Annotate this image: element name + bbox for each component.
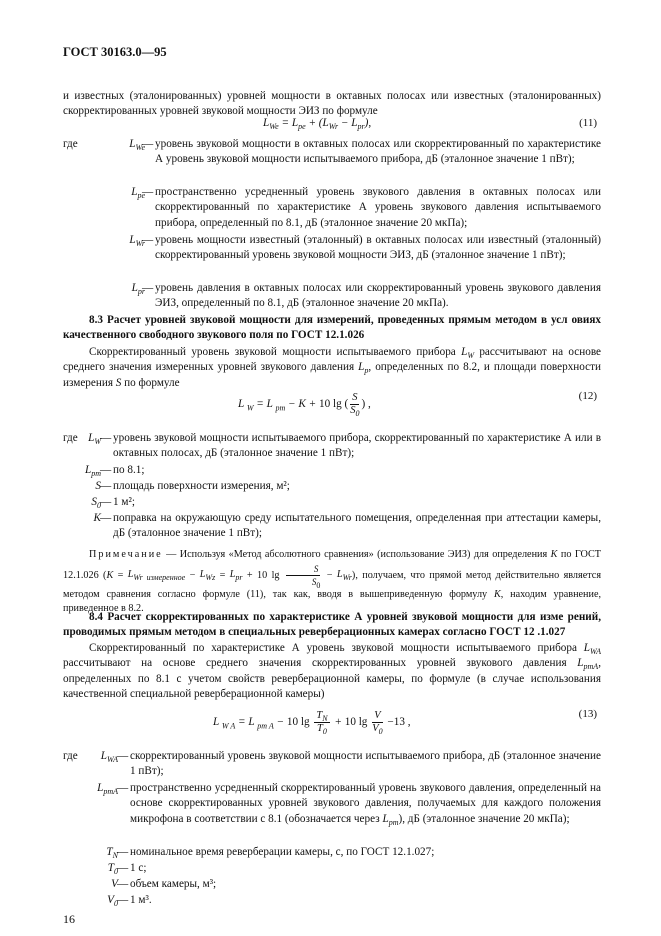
definition-text: — номинальное время реверберации камеры, с, по ГОСТ 12.1.027;: [130, 845, 601, 860]
definition-tn: $T_N$ — номинальное время реверберации камеры, с, по ГОСТ 12.1.027;: [63, 845, 601, 861]
where-word: где: [63, 138, 78, 150]
definition-v0: $V_0$ — 1 м³.: [63, 893, 601, 909]
intro-paragraph: и известных (эталонированных) уровней мощности в октавных полосах или известных (эталонированных) скорректированных уровней звуковой мощности ЭИЗ по формуле: [63, 90, 601, 118]
definition-text: — скорректированный уровень звуковой мощности испытываемого прибора, дБ (эталонное значение 1 пВт);: [130, 749, 601, 780]
definition-text: — поправка на окружающую среду испытательного помещения, определенная при аттестации камеры, дБ (эталонное значение 1 пВт);: [113, 511, 601, 542]
definition-s: S — площадь поверхности измерения, м²;: [63, 479, 601, 495]
section-heading-8-4: 8.4 Расчет скорректированных по характеристике А уровней звуковой мощности для изме рений, проводимых прямым методом в специальных реверберационных камерах согласно ГОСТ 12 .1.027: [63, 611, 601, 639]
definition-text: — по 8.1;: [113, 463, 601, 478]
paragraph-8-4: Скорректированный по характеристике А уровень звуковой мощности испытываемого прибора $L_{WA}$ рассчитывают на основе среднего значения скорректированных уровней звукового давления $L_{pmA}$, определенных по 8.1 с учетом свойств реверберационной камеры, по формуле (в случае использования качественной специальной реверберационной камеры): [63, 642, 601, 701]
definition-lwe: где $L_{We}$ — уровень звуковой мощности в октавных полосах или скорректированный по характеристике А уровень звуковой мощности испытываемого прибора, дБ (эталонное значение 1 пВт);: [63, 137, 601, 183]
definition-text: — 1 м²;: [113, 495, 601, 510]
definition-lwr: $L_{Wr}$ — уровень мощности известный (эталонный) в октавных полосах или известный (эталонный) скорректированный уровень звуковой мощности ЭИЗ, дБ (эталонное значение 1 пВт);: [63, 233, 601, 279]
definition-t0: $T_0$ — 1 с;: [63, 861, 601, 877]
document-header: ГОСТ 30163.0—95: [63, 45, 167, 59]
definition-lpe: $L_{pe}$ — пространственно усредненный уровень звукового давления в октавных полосах или скорректированный по характеристике А уровень звукового давления испытываемого прибора, определенный по 8.1, дБ (эталонное значение 20 мкПа);: [63, 185, 601, 231]
definition-text: — пространственно усредненный скорректированный уровень звукового давления, определенный на основе скорректированных уровней звукового давления, получаемых для каждого положения микрофона в соответствии с 8.1 (обозначается через $L_{pm}$), дБ (эталонное значение 20 мкПа);: [130, 781, 601, 827]
definition-text: — площадь поверхности измерения, м²;: [113, 479, 601, 494]
definition-text: — 1 с;: [130, 861, 601, 876]
definition-lwa: где $L_{WA}$ — скорректированный уровень звуковой мощности испытываемого прибора, дБ (эталонное значение 1 пВт);: [63, 749, 601, 780]
definition-text: — уровень давления в октавных полосах или скорректированный уровень звукового давления ЭИЗ, определенный по 8.1, дБ (эталонное значение 20 мкПа).: [155, 281, 601, 312]
page-number: 16: [63, 912, 75, 926]
formula-12: L $_W$ = L $_{pm}$ − K + 10 lg ( $\frac{S}{S_0}$ ) , (12): [238, 390, 597, 419]
definition-lw: где $L_W$ — уровень звуковой мощности испытываемого прибора, скорректированный по характеристике А или в октавных полосах, дБ (эталонное значение 1 пВт);: [63, 431, 601, 462]
definition-v: V — объем камеры, м³;: [63, 877, 601, 893]
definition-lpr: $L_{pr}$ — уровень давления в октавных полосах или скорректированный уровень звукового давления ЭИЗ, определенный по 8.1, дБ (эталонное значение 20 мкПа).: [63, 281, 601, 312]
formula-number: (12): [578, 390, 597, 402]
formula-13: L $_{W A}$ = L $_{pm A}$ − 10 lg $\frac{T_N}{T_0}$ + 10 lg $\frac{V}{V_0}$ −13 , (13): [213, 708, 597, 737]
definition-text: — уровень мощности известный (эталонный) в октавных полосах или известный (эталонный) скорректированный уровень звуковой мощности ЭИЗ, дБ (эталонное значение 1 пВт);: [155, 233, 601, 264]
formula-number: (11): [579, 117, 597, 129]
definition-lpm: $L_{pm}$ — по 8.1;: [63, 463, 601, 479]
paragraph-8-3: Скорректированный уровень звуковой мощности испытываемого прибора $L_W$ рассчитывают на основе среднего значения измеренных уровней звукового давления $L_p$, определенных по 8.2, и площади поверхности измерения S по формуле: [63, 346, 602, 389]
definition-text: — 1 м³.: [130, 893, 601, 908]
formula-number: (13): [578, 708, 597, 720]
definition-s0: $S_0$ — 1 м²;: [63, 495, 601, 511]
definition-text: — уровень звуковой мощности испытываемого прибора, скорректированный по характеристике А или в октавных полосах, дБ (эталонное значение 1 пВт);: [113, 431, 601, 462]
note-label: Примечание: [89, 549, 163, 560]
note: Примечание — Используя «Метод абсолютного сравнения» (использование ЭИЗ) для определения K по ГОСТ 12.1.026 ($K = L_{Wr измеренное} - L_{Wz} = L_{pr} + 10$ lg $\frac{S}{S_0}$ − $L_{Wr}$), получаем, что прямой метод действительно является методом сравнения согласно формуле (11), так как, вводя в вышеприведенную формулу K, находим уравнение, приведенное в 8.2.: [63, 549, 602, 614]
definition-k: K — поправка на окружающую среду испытательного помещения, определенная при аттестации камеры, дБ (эталонное значение 1 пВт);: [63, 511, 601, 542]
section-heading-8-3: 8.3 Расчет уровней звуковой мощности для измерений, проведенных прямым методом в усл овиях качественного свободного звукового поля по ГОСТ 12.1.026: [63, 314, 601, 342]
definition-text: — уровень звуковой мощности в октавных полосах или скорректированный по характеристике А уровень звуковой мощности испытываемого прибора, дБ (эталонное значение 1 пВт);: [155, 137, 601, 168]
definition-text: — объем камеры, м³;: [130, 877, 601, 892]
definition-lpma: $L_{pmA}$ — пространственно усредненный скорректированный уровень звукового давления, определенный на основе скорректированных уровней звукового давления, получаемых для каждого положения микрофона в соответствии с 8.1 (обозначается через $L_{pm}$), дБ (эталонное значение 20 мкПа);: [63, 781, 601, 843]
definition-text: — пространственно усредненный уровень звукового давления в октавных полосах или скорректированный по характеристике А уровень звукового давления испытываемого прибора, определенный по 8.1, дБ (эталонное значение 20 мкПа);: [155, 185, 601, 231]
